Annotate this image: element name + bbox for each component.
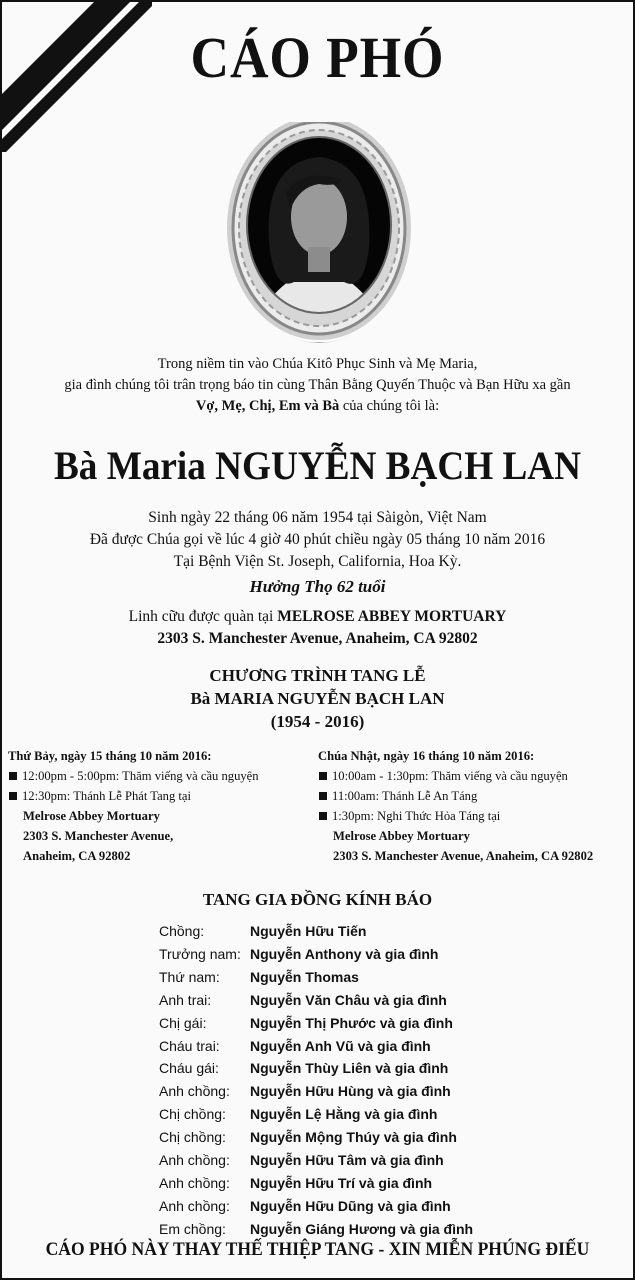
program-heading: CHƯƠNG TRÌNH TANG LỄ [209, 666, 426, 685]
death-place: Tại Bệnh Viện St. Joseph, California, Hoa Kỳ. [173, 553, 462, 570]
schedule-item [318, 786, 630, 806]
venue-line: 2303 S. Manchester Avenue, Anaheim, CA 92802 [333, 849, 594, 863]
family-relation: Em chồng: [159, 1220, 226, 1237]
family-relation: Cháu trai: [159, 1037, 220, 1054]
venue-line: Melrose Abbey Mortuary [333, 829, 470, 843]
family-relation: Anh chồng: [159, 1083, 230, 1100]
family-member-name: Nguyễn Hữu Tâm và gia đình [250, 1152, 444, 1169]
intro-line-2: gia đình chúng tôi trân trọng báo tin cùng Thân Bằng Quyến Thuộc và Bạn Hữu xa gần [64, 377, 571, 393]
intro-line-1: Trong niềm tin vào Chúa Kitô Phục Sinh và Mẹ Maria, [157, 356, 478, 372]
intro-line-3-rest: của chúng tôi là: [339, 398, 440, 414]
venue-line: Anaheim, CA 92802 [23, 849, 131, 863]
bullet-square-icon [319, 792, 327, 800]
family-relation: Anh chồng: [159, 1197, 230, 1214]
venue-line: 2303 S. Manchester Avenue, [23, 829, 174, 843]
schedule-item [318, 766, 630, 786]
intro-text [22, 354, 613, 417]
family-member-name: Nguyễn Thùy Liên và gia đình [250, 1060, 449, 1077]
family-relation: Chị chồng: [159, 1129, 226, 1146]
family-relation: Chồng: [159, 923, 205, 939]
death-info: Đã được Chúa gọi về lúc 4 giờ 40 phút chiều ngày 05 tháng 10 năm 2016 [89, 531, 546, 548]
family-member-name: Nguyễn Anthony và gia đình [250, 945, 439, 962]
schedule-item [318, 806, 630, 826]
bullet-square-icon [9, 792, 17, 800]
program-name: Bà MARIA NGUYỄN BẠCH LAN [190, 689, 445, 708]
family-relation: Thứ nam: [159, 968, 220, 985]
family-relation: Chị gái: [159, 1014, 207, 1031]
family-member-row [159, 1080, 473, 1103]
schedule-item-text: 12:30pm: Thánh Lễ Phát Tang tại [22, 789, 191, 803]
program-header [2, 664, 633, 733]
family-member-name: Nguyễn Thomas [250, 968, 359, 985]
footer-note: CÁO PHÓ NÀY THAY THẾ THIỆP TANG - XIN MIỄN PHÚNG ĐIẾU [45, 1240, 590, 1260]
schedule-item-text: 1:30pm: Nghi Thức Hỏa Táng tại [332, 809, 501, 823]
schedule-item-text: 10:00am - 1:30pm: Thăm viếng và cầu nguyện [332, 769, 568, 783]
family-member-name: Nguyễn Mộng Thúy và gia đình [250, 1129, 457, 1146]
family-member-name: Nguyễn Thị Phước và gia đình [250, 1014, 453, 1031]
family-member-row [159, 1057, 473, 1080]
family-member-row [159, 1126, 473, 1149]
schedule-day-heading: Thứ Bảy, ngày 15 tháng 10 năm 2016: [8, 749, 212, 763]
intro-relations: Vợ, Mẹ, Chị, Em và Bà [195, 398, 340, 414]
bullet-square-icon [319, 772, 327, 780]
schedule-item-text: 12:00pm - 5:00pm: Thăm viếng và cầu nguyện [22, 769, 259, 783]
schedule-saturday [8, 746, 314, 866]
mortuary-info [2, 606, 633, 650]
family-heading: TANG GIA ĐỒNG KÍNH BÁO [202, 890, 433, 909]
family-member-row [159, 989, 473, 1012]
mortuary-line [2, 606, 633, 628]
schedule-item-text: 11:00am: Thánh Lễ An Táng [332, 789, 478, 803]
deceased-name: Bà Maria NGUYỄN BẠCH LAN [53, 443, 581, 488]
family-member-row [159, 920, 473, 943]
bullet-square-icon [9, 772, 17, 780]
family-member-name: Nguyễn Hữu Hùng và gia đình [250, 1083, 451, 1100]
birth-info: Sinh ngày 22 tháng 06 năm 1954 tại Sàigòn, Việt Nam [148, 509, 487, 526]
portrait-photo [224, 122, 414, 352]
family-member-name: Nguyễn Văn Châu và gia đình [250, 991, 447, 1008]
family-member-row [159, 1195, 473, 1218]
family-member-name: Nguyễn Hữu Dũng và gia đình [250, 1197, 451, 1214]
family-member-row [159, 1172, 473, 1195]
schedule-sunday [318, 746, 630, 866]
age-text: Hưởng Thọ 62 tuổi [249, 577, 386, 596]
program-years: (1954 - 2016) [270, 712, 365, 731]
family-member-row [159, 1035, 473, 1058]
family-member-row [159, 943, 473, 966]
family-member-row [159, 1103, 473, 1126]
family-member-name: Nguyễn Anh Vũ và gia đình [250, 1037, 431, 1054]
family-relation: Trưởng nam: [159, 945, 241, 962]
family-relation: Chị chồng: [159, 1106, 226, 1123]
deceased-info [22, 507, 613, 573]
intro-line-3 [22, 396, 613, 417]
family-member-row [159, 1218, 473, 1241]
family-relation: Anh chồng: [159, 1152, 230, 1169]
family-member-name: Nguyễn Hữu Trí và gia đình [250, 1174, 433, 1191]
page-title: CÁO PHÓ [190, 25, 445, 90]
schedule-day-heading: Chúa Nhật, ngày 16 tháng 10 năm 2016: [318, 749, 535, 763]
schedule-item [8, 786, 314, 806]
family-member-name: Nguyễn Giáng Hương và gia đình [250, 1220, 474, 1237]
family-member-row [159, 966, 473, 989]
family-relation: Anh trai: [159, 991, 212, 1008]
family-list [159, 920, 473, 1241]
schedule-item [8, 766, 314, 786]
mortuary-name: MELROSE ABBEY MORTUARY [277, 608, 507, 625]
family-member-name: Nguyễn Hữu Tiến [250, 923, 367, 939]
family-member-name: Nguyễn Lệ Hằng và gia đình [250, 1106, 438, 1123]
family-member-row [159, 1149, 473, 1172]
mortuary-prefix: Linh cữu được quàn tại [128, 608, 278, 625]
bullet-square-icon [319, 812, 327, 820]
family-member-row [159, 1012, 473, 1035]
venue-line: Melrose Abbey Mortuary [23, 809, 160, 823]
family-relation: Cháu gái: [159, 1060, 219, 1077]
family-relation: Anh chồng: [159, 1174, 230, 1191]
mortuary-address: 2303 S. Manchester Avenue, Anaheim, CA 92802 [157, 630, 478, 647]
